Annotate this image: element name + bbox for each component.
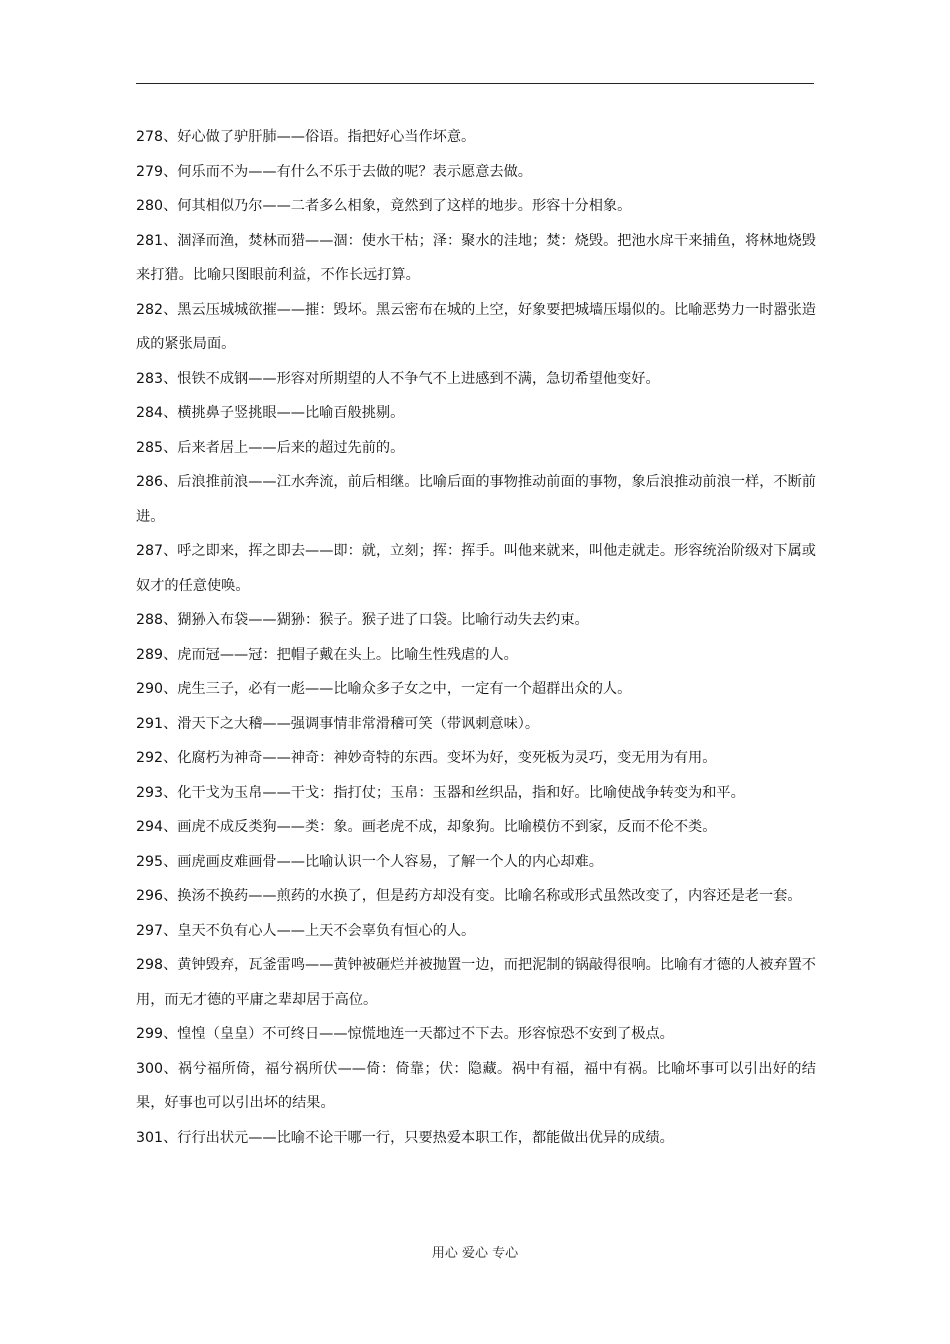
header-rule bbox=[136, 83, 814, 84]
list-item: 290、虎生三子，必有一彪——比喻众多子女之中，一定有一个超群出众的人。 bbox=[136, 681, 632, 697]
list-item: 282、黑云压城城欲摧——摧：毁坏。黑云密布在城的上空，好象要把城墙压塌似的。比喻恶势力一时嚣张造成的紧张局面。 bbox=[136, 301, 816, 352]
list-item: 298、黄钟毁弃，瓦釜雷鸣——黄钟被砸烂并被抛置一边，而把泥制的锅敲得很响。比喻有才德的人被弃置不用，而无才德的平庸之辈却居于高位。 bbox=[136, 957, 816, 1008]
idiom-list bbox=[136, 120, 816, 1155]
list-item: 300、祸兮福所倚，福兮祸所伏——倚：倚靠；伏：隐藏。祸中有福，福中有祸。比喻坏事可以引出好的结果，好事也可以引出坏的结果。 bbox=[136, 1060, 816, 1111]
list-item: 295、画虎画皮难画骨——比喻认识一个人容易，了解一个人的内心却难。 bbox=[136, 853, 603, 870]
list-item: 301、行行出状元——比喻不论干哪一行，只要热爱本职工作，都能做出优异的成绩。 bbox=[136, 1129, 674, 1146]
list-item: 280、何其相似乃尔——二者多么相象，竟然到了这样的地步。形容十分相象。 bbox=[136, 198, 632, 214]
list-item: 279、何乐而不为——有什么不乐于去做的呢？表示愿意去做。 bbox=[136, 163, 532, 180]
page-footer: 用心 爱心 专心 bbox=[431, 1246, 519, 1261]
list-item: 288、猢狲入布袋——猢狲：猴子。猴子进了口袋。比喻行动失去约束。 bbox=[136, 612, 589, 628]
list-item: 294、画虎不成反类狗——类：象。画老虎不成，却象狗。比喻模仿不到家，反而不伦不类。 bbox=[136, 819, 717, 835]
list-item: 284、横挑鼻子竖挑眼——比喻百般挑剔。 bbox=[136, 405, 405, 421]
list-item: 281、涸泽而渔，焚林而猎——涸：使水干枯；泽：聚水的洼地；焚：烧毁。把池水戽干来捕鱼，将林地烧毁来打猎。比喻只图眼前利益，不作长远打算。 bbox=[136, 232, 816, 283]
list-item: 291、滑天下之大稽——强调事情非常滑稽可笑（带讽刺意味）。 bbox=[136, 715, 540, 732]
list-item: 299、惶惶（皇皇）不可终日——惊慌地连一天都过不下去。形容惊恐不安到了极点。 bbox=[136, 1026, 674, 1042]
list-item: 296、换汤不换药——煎药的水换了，但是药方却没有变。比喻名称或形式虽然改变了，内容还是老一套。 bbox=[136, 888, 802, 904]
list-item: 283、恨铁不成钢——形容对所期望的人不争气不上进感到不满，急切希望他变好。 bbox=[136, 370, 660, 387]
list-item: 293、化干戈为玉帛——干戈：指打仗；玉帛：玉器和丝织品，指和好。比喻使战争转变为和平。 bbox=[136, 784, 745, 801]
list-item: 278、好心做了驴肝肺——俗语。指把好心当作坏意。 bbox=[136, 129, 476, 145]
list-item: 297、皇天不负有心人——上天不会辜负有恒心的人。 bbox=[136, 922, 476, 939]
list-item: 286、后浪推前浪——江水奔流，前后相继。比喻后面的事物推动前面的事物，象后浪推动前浪一样，不断前进。 bbox=[136, 474, 816, 525]
list-item: 287、呼之即来，挥之即去——即：就，立刻；挥：挥手。叫他来就来，叫他走就走。形容统治阶级对下属或奴才的任意使唤。 bbox=[136, 543, 816, 594]
list-item: 289、虎而冠——冠：把帽子戴在头上。比喻生性残虐的人。 bbox=[136, 646, 518, 663]
list-item: 292、化腐朽为神奇——神奇：神妙奇特的东西。变坏为好，变死板为灵巧，变无用为有用。 bbox=[136, 750, 717, 766]
list-item: 285、后来者居上——后来的超过先前的。 bbox=[136, 439, 405, 456]
